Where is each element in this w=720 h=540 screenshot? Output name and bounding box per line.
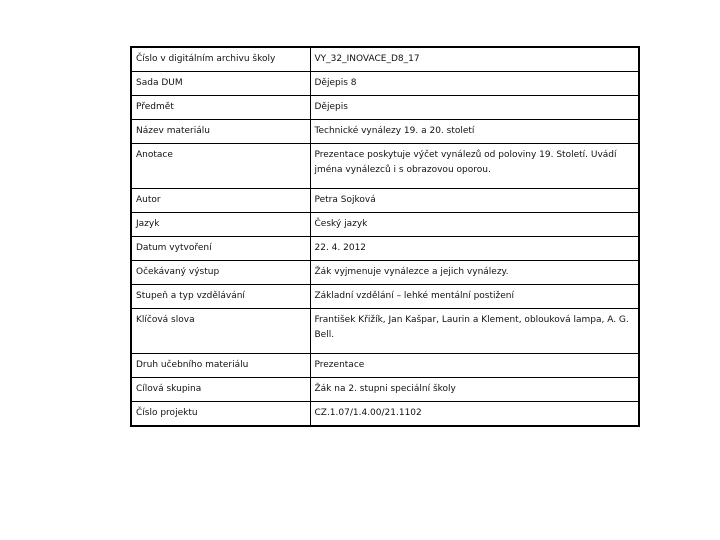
row-value: Dějepis: [310, 96, 639, 120]
table-row: [131, 96, 639, 120]
row-label: Číslo projektu: [131, 402, 310, 427]
row-label: Číslo v digitálním archivu školy: [131, 47, 310, 72]
row-label: Klíčová slova: [131, 309, 310, 354]
row-label: Autor: [131, 189, 310, 213]
row-value: 22. 4. 2012: [310, 237, 639, 261]
table-row: [131, 285, 639, 309]
table-row: [131, 72, 639, 96]
row-label: Stupeň a typ vzdělávání: [131, 285, 310, 309]
table-row: [131, 120, 639, 144]
row-label: Anotace: [131, 144, 310, 189]
table-row: [131, 189, 639, 213]
row-label: Druh učebního materiálu: [131, 354, 310, 378]
table-row: [131, 144, 639, 189]
row-value: Základní vzdělání – lehké mentální postižení: [310, 285, 639, 309]
table-row: [131, 378, 639, 402]
row-label: Předmět: [131, 96, 310, 120]
row-value: Český jazyk: [310, 213, 639, 237]
row-label: Název materiálu: [131, 120, 310, 144]
row-value: VY_32_INOVACE_D8_17: [310, 47, 639, 72]
table-row: [131, 402, 639, 427]
row-label: Datum vytvoření: [131, 237, 310, 261]
table-row: [131, 213, 639, 237]
table-row: [131, 47, 639, 72]
table-row: [131, 237, 639, 261]
row-value: Prezentace: [310, 354, 639, 378]
row-label: Sada DUM: [131, 72, 310, 96]
row-value: Prezentace poskytuje výčet vynálezů od poloviny 19. Století. Uvádí jména vynálezců i s obrazovou oporou.: [310, 144, 639, 189]
row-value: Žák vyjmenuje vynálezce a jejich vynálezy.: [310, 261, 639, 285]
row-value: Dějepis 8: [310, 72, 639, 96]
row-label: Cílová skupina: [131, 378, 310, 402]
table-row: [131, 354, 639, 378]
row-value: Technické vynálezy 19. a 20. století: [310, 120, 639, 144]
metadata-table: [130, 46, 640, 427]
row-value: CZ.1.07/1.4.00/21.1102: [310, 402, 639, 427]
row-label: Očekávaný výstup: [131, 261, 310, 285]
row-value: Žák na 2. stupni speciální školy: [310, 378, 639, 402]
table-row: [131, 309, 639, 354]
row-value: Petra Sojková: [310, 189, 639, 213]
row-label: Jazyk: [131, 213, 310, 237]
table-row: [131, 261, 639, 285]
row-value: František Křižík, Jan Kašpar, Laurin a Klement, oblouková lampa, A. G. Bell.: [310, 309, 639, 354]
